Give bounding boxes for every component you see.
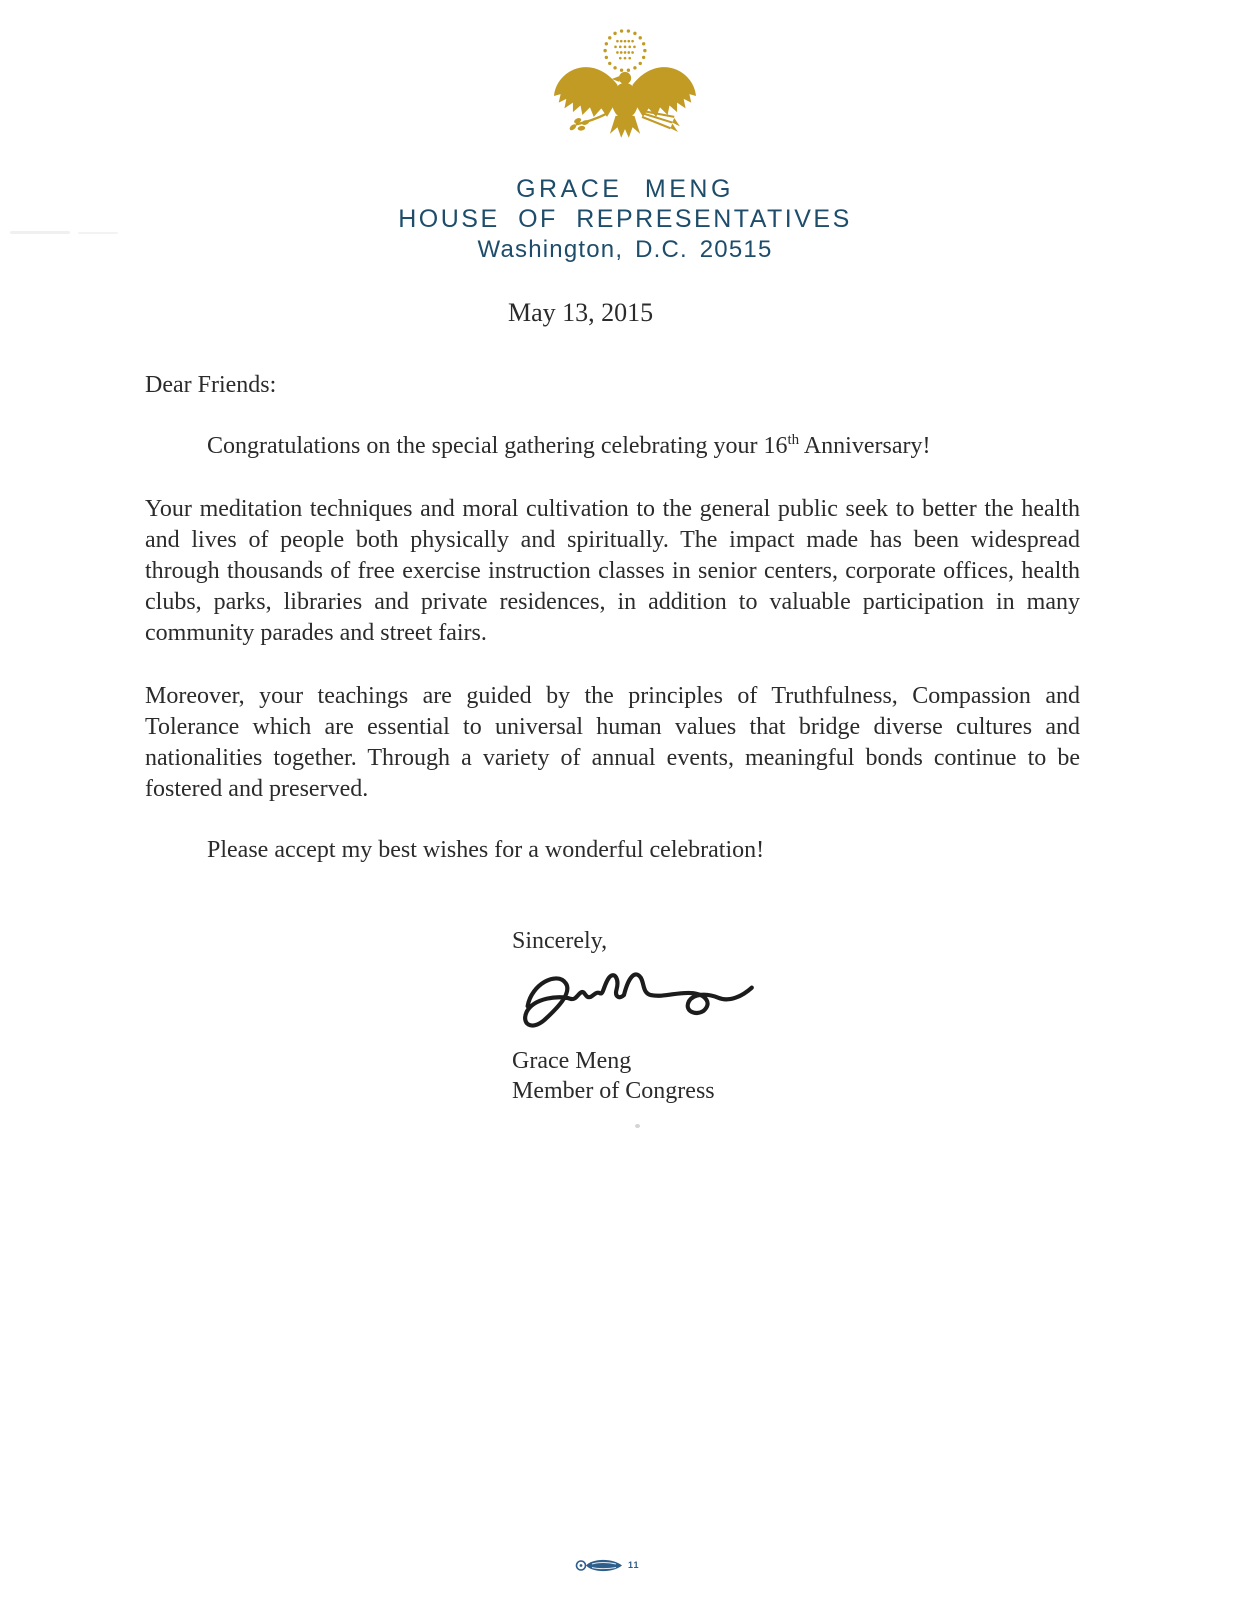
- congratulations-prefix: Congratulations on the special gathering celebrating your 16: [207, 433, 788, 459]
- scan-artifact-smudge: [78, 232, 118, 234]
- body-paragraph-2: Moreover, your teachings are guided by the principles of Truthfulness, Compassion and Tolerance which are essential to universal human values that bridge diverse cultures and nationalities together. Through a variety of annual events, meaningful bonds continue to be fostered and preserved.: [145, 683, 1080, 802]
- letterhead-address: Washington, D.C. 20515: [477, 236, 773, 263]
- wishes-line: Please accept my best wishes for a wonderful celebration!: [207, 837, 765, 863]
- body-paragraph-1: Your meditation techniques and moral cultivation to the general public seek to better the health and lives of people both physically and spiritually. The impact made has been widespread through thousands of free exercise instruction classes in senior centers, corporate offices, health clubs, parks, libraries and private residences, in addition to valuable participation in many community parades and street fairs.: [145, 496, 1080, 646]
- salutation: Dear Friends:: [145, 372, 277, 398]
- signer-title: Member of Congress: [512, 1078, 715, 1104]
- union-printing-bug-icon: [574, 1555, 626, 1575]
- letter-date: May 13, 2015: [508, 298, 654, 327]
- handwritten-signature: [502, 958, 770, 1046]
- scan-artifact-dot: [635, 1124, 640, 1128]
- closing-block: [512, 926, 770, 1106]
- union-bug: [574, 1555, 640, 1575]
- great-seal-eagle-icon: [546, 26, 704, 168]
- scan-artifact-smudge: [10, 231, 70, 234]
- congratulations-superscript: th: [787, 432, 800, 448]
- letter-body: [145, 370, 1080, 866]
- closing-salutation: Sincerely,: [512, 928, 608, 954]
- letterhead-name: GRACE MENG: [516, 175, 734, 203]
- union-bug-number: 11: [628, 1560, 640, 1570]
- congratulations-suffix: Anniversary!: [799, 433, 931, 459]
- letterhead: [0, 26, 1250, 265]
- signer-name: Grace Meng: [512, 1048, 632, 1074]
- congratulations-line: [145, 431, 1080, 462]
- letterhead-institution: HOUSE OF REPRESENTATIVES: [398, 205, 852, 233]
